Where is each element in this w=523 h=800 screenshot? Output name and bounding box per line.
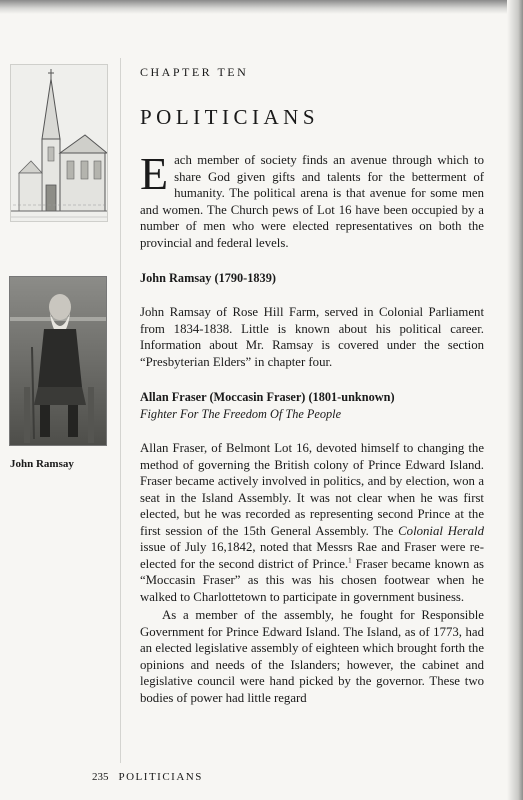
chapter-label: CHAPTER TEN <box>140 65 249 79</box>
p1-part-c: Fraser became known as “Moccasin Fraser” as this was his chosen footwear when he walked to Charlottetown to participate in government business. <box>140 556 485 604</box>
page-content <box>140 64 484 706</box>
intro-text: ach member of society finds an avenue through which to share God given gifts and talents for the betterment of humanity. The political arena is that avenue for some men and women. The Church pews of Lot 16 have been occupied by a number of men who were elected representatives on both the provincial and federal levels. <box>140 153 484 250</box>
book-spine-shadow <box>507 0 523 800</box>
margin-rule <box>120 58 121 763</box>
page-number: 235 <box>92 771 109 783</box>
drop-cap: E <box>140 148 169 199</box>
portrait-drawing <box>10 277 106 445</box>
p1-part-a: Allan Fraser, of Belmont Lot 16, devoted himself to changing the method of governing the British colony of Prince Edward Island. Fraser became actively involved in politics, and by election, won a seat in the Island Assembly. It was not clear when he was first elected, but he was recorded as representing second Prince at the first session of the 15th General Assembly. The <box>140 441 484 538</box>
john-ramsay-photo <box>9 276 107 446</box>
section-subheading: Fighter For The Freedom Of The People <box>140 407 342 421</box>
section-heading-john-ramsay: John Ramsay (1790-1839) <box>140 271 276 285</box>
photo-caption: John Ramsay <box>10 458 74 470</box>
running-title: POLITICIANS <box>118 771 203 783</box>
footnote-marker: 1 <box>348 556 352 565</box>
church-drawing <box>11 65 107 221</box>
allan-fraser-paragraph-2: As a member of the assembly, he fought for Responsible Government for Prince Edward Island. The Island, as of 1773, had an elected legislative assembly of eighteen which brought forth the opinions and needs of the Islanders; however, the cabinet and legislative council were hand picked by the governor. These two bodies of power had little regard <box>140 608 484 705</box>
chapter-title: POLITICIANS <box>140 105 319 129</box>
section-heading-allan-fraser: Allan Fraser (Moccasin Fraser) (1801-unknown) <box>140 390 395 404</box>
page-top-shadow <box>0 0 523 14</box>
john-ramsay-paragraph: John Ramsay of Rose Hill Farm, served in Colonial Parliament from 1834-1838. Little is known about his political career. Information about Mr. Ramsay is covered under the section “Presbyterian Elders” in chapter four. <box>140 305 484 369</box>
p1-part-b: issue of July 16,1842, noted that Messrs Rae and Fraser were re-elected for the second district of Prince. <box>140 540 484 571</box>
church-illustration <box>10 64 108 222</box>
page-footer <box>92 771 203 783</box>
newspaper-title: Colonial Herald <box>398 523 485 538</box>
allan-fraser-paragraph-1 <box>140 440 484 605</box>
intro-paragraph <box>140 148 484 251</box>
